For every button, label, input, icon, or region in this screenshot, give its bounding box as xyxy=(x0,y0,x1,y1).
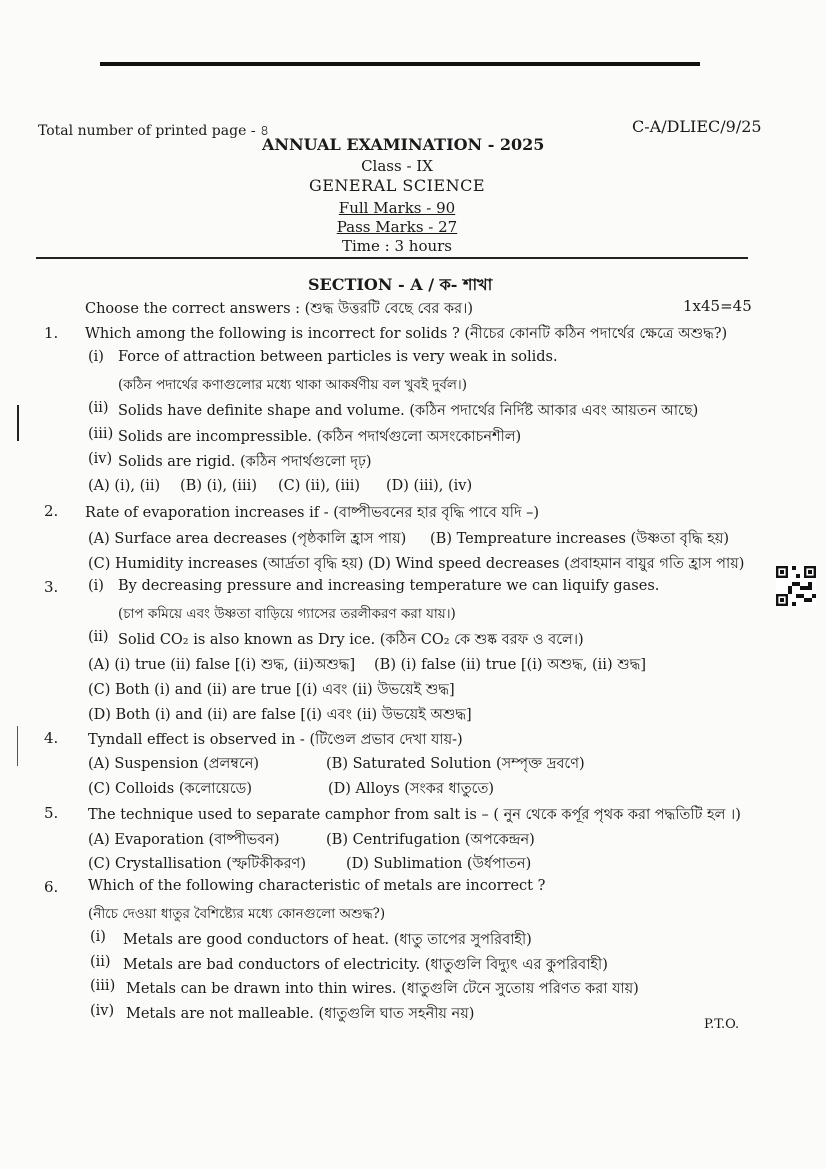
item-text: Metals are good conductors of heat. (ধাতু তাপের সুপরিবাহী) xyxy=(123,932,532,948)
option-d: (D) Both (i) and (ii) are false [(i) এবং (ii) উভয়েই অশুদ্ধ] xyxy=(88,707,472,723)
class-label: Class - IX xyxy=(361,157,433,175)
question-number: 5. xyxy=(44,804,59,822)
item-text: Metals are bad conductors of electricity. (ধাতুগুলি বিদ্যুৎ এর কুপরিবাহী) xyxy=(123,957,608,973)
section-title: SECTION - A / ক- শাখা xyxy=(308,275,493,294)
option-c: (C) Crystallisation (স্ফটিকীকরণ) xyxy=(88,856,306,872)
item-label: (ii) xyxy=(88,629,109,645)
option-a: (A) Evaporation (বাষ্পীভবন) xyxy=(88,832,280,848)
option-d: (D) (iii), (iv) xyxy=(386,478,473,494)
option-a: (A) Surface area decreases (পৃষ্ঠকালি হ্রাস পায়) xyxy=(88,531,407,547)
section-marks: 1x45=45 xyxy=(683,297,752,315)
option-b: (B) (i), (iii) xyxy=(180,478,257,494)
option-c: (C) Colloids (কলোয়েডে) xyxy=(88,781,252,797)
option-c: (C) Both (i) and (ii) are true [(i) এবং (ii) উভয়েই শুদ্ধ] xyxy=(88,682,455,698)
option-b: (B) Centrifugation (অপকেন্দ্রন) xyxy=(326,832,535,848)
option-d: (D) Sublimation (উর্ধপাতন) xyxy=(346,856,532,872)
item-label: (ii) xyxy=(90,954,111,970)
question-text: Rate of evaporation increases if - (বাষ্পীভবনের হার বৃদ্ধি পাবে যদি –) xyxy=(85,505,540,521)
option-b: (B) (i) false (ii) true [(i) অশুদ্ধ, (ii) শুদ্ধ] xyxy=(374,657,646,673)
question-text-bn: (নীচে দেওয়া ধাতুর বৈশিষ্ট্যের মধ্যে কোনগুলো অশুদ্ধ?) xyxy=(88,906,386,922)
question-number: 3. xyxy=(44,578,59,596)
option-c: (C) (ii), (iii) xyxy=(278,478,361,494)
section-instruction: Choose the correct answers : (শুদ্ধ উত্তরটি বেছে বের কর।) xyxy=(85,301,473,317)
item-text: By decreasing pressure and increasing temperature we can liquify gases. xyxy=(118,578,660,594)
top-rule xyxy=(100,62,700,66)
printed-pages: Total number of printed page - ৪ xyxy=(38,123,270,139)
option-d: (D) Alloys (সংকর ধাতুতে) xyxy=(328,781,495,797)
item-text: Solids are rigid. (কঠিন পদার্থগুলো দৃঢ়) xyxy=(118,454,372,470)
item-text: Solids are incompressible. (কঠিন পদার্থগুলো অসংকোচনশীল) xyxy=(118,429,522,445)
option-a: (A) Suspension (প্রলম্বনে) xyxy=(88,756,260,772)
question-number: 2. xyxy=(44,502,59,520)
question-text: The technique used to separate camphor from salt is – ( নুন থেকে কর্পূর পৃথক করা পদ্ধতিটি হল ।) xyxy=(88,807,741,823)
margin-mark xyxy=(17,726,18,766)
item-text: Solid CO₂ is also known as Dry ice. (কঠিন CO₂ কে শুষ্ক বরফ ও বলে।) xyxy=(118,632,584,648)
question-text: Which of the following characteristic of metals are incorrect ? xyxy=(88,878,546,894)
item-text: Solids have definite shape and volume. (কঠিন পদার্থের নির্দিষ্ট আকার এবং আয়তন আছে) xyxy=(118,403,699,419)
pto-label: P.T.O. xyxy=(704,1017,740,1032)
question-number: 4. xyxy=(44,729,59,747)
item-text: Force of attraction between particles is very weak in solids. xyxy=(118,349,558,365)
item-label: (i) xyxy=(88,349,104,365)
item-subtext: (কঠিন পদার্থের কণাগুলোর মধ্যে থাকা আকর্ষণীয় বল খুবই দুর্বল।) xyxy=(118,377,468,393)
qr-code-icon xyxy=(776,566,816,606)
option-d: (D) Wind speed decreases (প্রবাহমান বায়ুর গতি হ্রাস পায়) xyxy=(368,556,745,572)
paper-code: C-A/DLIEC/9/25 xyxy=(632,117,762,136)
option-b: (B) Tempreature increases (উষ্ণতা বৃদ্ধি হয়) xyxy=(430,531,730,547)
item-label: (i) xyxy=(90,929,106,945)
question-number: 1. xyxy=(44,324,59,342)
question-number: 6. xyxy=(44,878,59,896)
item-label: (ii) xyxy=(88,400,109,416)
option-a: (A) (i) true (ii) false [(i) শুদ্ধ, (ii)অশুদ্ধ] xyxy=(88,657,356,673)
exam-title: ANNUAL EXAMINATION - 2025 xyxy=(262,135,545,154)
item-text: Metals can be drawn into thin wires. (ধাতুগুলি টেনে সুতোয় পরিণত করা যায়) xyxy=(126,981,639,997)
item-label: (iv) xyxy=(90,1003,115,1019)
header-separator xyxy=(36,257,748,259)
question-text: Tyndall effect is observed in - (টিণ্ডেল প্রভাব দেখা যায়-) xyxy=(88,732,463,748)
item-label: (i) xyxy=(88,578,104,594)
item-label: (iii) xyxy=(90,978,116,994)
option-a: (A) (i), (ii) xyxy=(88,478,161,494)
question-text: Which among the following is incorrect for solids ? (নীচের কোনটি কঠিন পদার্থের ক্ষেত্রে অশুদ্ধ?) xyxy=(85,326,728,342)
subject-title: GENERAL SCIENCE xyxy=(308,176,486,195)
option-c: (C) Humidity increases (আর্দ্রতা বৃদ্ধি হয়) xyxy=(88,556,364,572)
item-label: (iv) xyxy=(88,451,113,467)
full-marks: Full Marks - 90 xyxy=(338,199,456,217)
item-text: Metals are not malleable. (ধাতুগুলি ঘাত সহনীয় নয়) xyxy=(126,1006,475,1022)
margin-mark xyxy=(17,405,19,441)
item-label: (iii) xyxy=(88,426,114,442)
item-subtext: (চাপ কমিয়ে এবং উষ্ণতা বাড়িয়ে গ্যাসের তরলীকরণ করা যায়।) xyxy=(118,606,456,622)
option-b: (B) Saturated Solution (সম্পৃক্ত দ্রবণে) xyxy=(326,756,585,772)
time-allowed: Time : 3 hours xyxy=(341,237,453,255)
pass-marks: Pass Marks - 27 xyxy=(336,218,458,236)
